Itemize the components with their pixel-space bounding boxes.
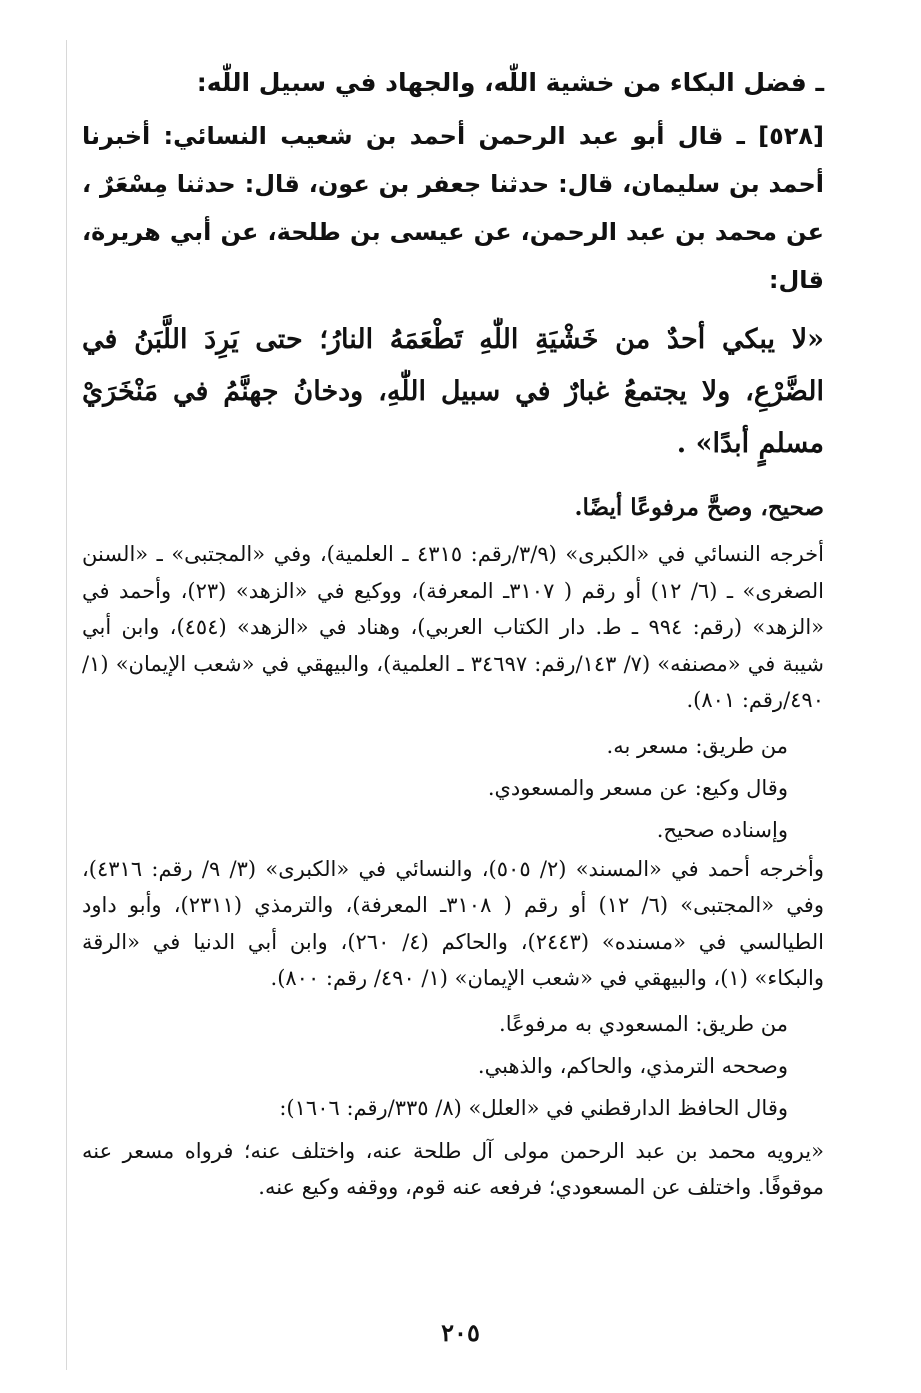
waki-note: وقال وكيع: عن مسعر والمسعودي. [487, 775, 788, 800]
takhrij-paragraph-2: وأخرجه أحمد في «المسند» (٢/ ٥٠٥)، والنسائي في «الكبرى» (٣/ ٩/ رقم: ٤٣١٦)، وفي «المجتبى» (٦/ ١٢) أو رقم ( ٣١٠٨ـ المعرفة)، والترمذي (٢٣١١)، وأبو داود الطيالسي في «مسنده» (٢٤٤٣)، والحاكم (٤/ ٢٦٠)، وابن أبي الدنيا في «الرقة والبكاء» (١)، والبيهقي في «شعب الإيمان» (١/ ٤٩٠/ رقم: ٨٠٠). [82, 856, 824, 990]
route-note-1: من طريق: مسعر به. [606, 733, 788, 758]
chapter-heading: ـ فضل البكاء من خشية اللّٰه، والجهاد في سبيل اللّٰه: [196, 68, 824, 97]
isnad-sahih-note: وإسناده صحيح. [656, 817, 788, 842]
hadith-matn: «لا يبكي أحدٌ من خَشْيَةِ اللّٰهِ تَطْعَمَهُ النارُ؛ حتى يَرِدَ اللَّبَنُ في الضَّرْعِ، ولا يجتمعُ غبارٌ في سبيل اللّٰهِ، ودخانُ جهنَّمُ في مَنْخَرَيْ مسلمٍ أبدًا» . [82, 324, 824, 459]
route-note-2: من طريق: المسعودي به مرفوعًا. [499, 1011, 788, 1036]
document-page [82, 60, 824, 1212]
takhrij-paragraph-1: أخرجه النسائي في «الكبرى» (٣/٩/رقم: ٤٣١٥ ـ العلمية)، وفي «المجتبى» ـ «السنن الصغرى» ـ (٦/ ١٢) أو رقم ( ٣١٠٧ـ المعرفة)، ووكيع في «الزهد» (٢٣)، وأحمد في «الزهد» (رقم: ٩٩٤ ـ ط. دار الكتاب العربي)، وهناد في «الزهد» (٤٥٤)، وابن أبي شيبة في «مصنفه» (٧/ ١٤٣/رقم: ٣٤٦٩٧ ـ العلمية)، والبيهقي في «شعب الإيمان» (١/ ٤٩٠/رقم: ٨٠١). [82, 542, 825, 712]
page-number: ٢٠٥ [441, 1318, 480, 1347]
page-edge-line [66, 40, 67, 1370]
daraqutni-intro: وقال الحافظ الدارقطني في «العلل» (٨/ ٣٣٥/رقم: ١٦٠٦): [279, 1095, 788, 1120]
tashih-note: وصححه الترمذي، والحاكم، والذهبي. [477, 1053, 788, 1078]
hadith-grade: صحيح، وصحَّ مرفوعًا أيضًا. [574, 494, 824, 521]
hadith-sanad: [٥٢٨] ـ قال أبو عبد الرحمن أحمد بن شعيب النسائي: أخبرنا أحمد بن سليمان، قال: حدثنا جعفر بن عون، قال: حدثنا مِسْعَرٌ ، عن محمد بن عبد الرحمن، عن عيسى بن طلحة، عن أبي هريرة، قال: [82, 122, 824, 294]
daraqutni-quote: «يرويه محمد بن عبد الرحمن مولى آل طلحة عنه، واختلف عنه؛ فرواه مسعر عنه موقوفًا. واختلف عن المسعودي؛ فرفعه عنه قوم، ووقفه وكيع عنه. [82, 1138, 824, 1199]
